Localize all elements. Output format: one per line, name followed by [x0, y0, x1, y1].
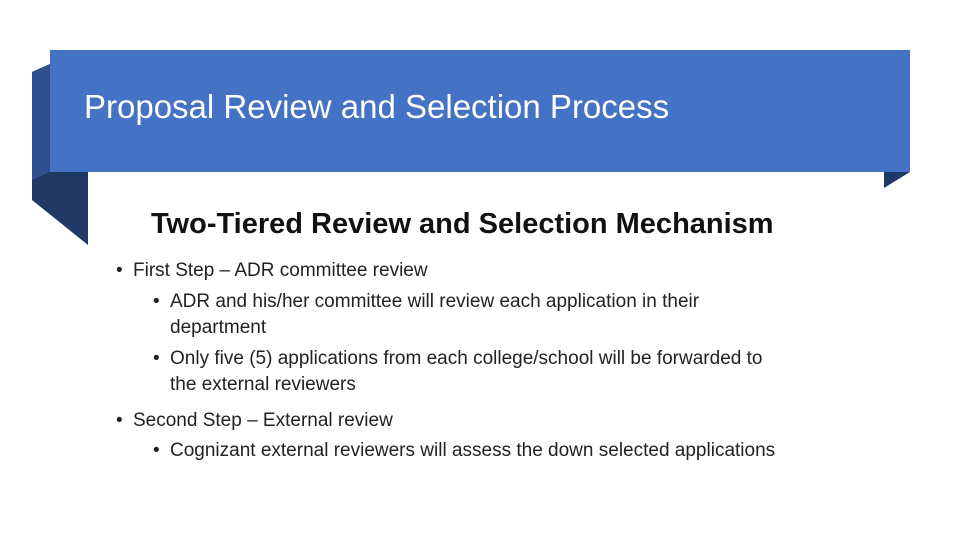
bullet-icon: •	[116, 410, 123, 431]
step-1-item-1-line-1: ADR and his/her committee will review each application in their	[170, 291, 700, 312]
right-ribbon-fold	[884, 172, 910, 188]
bullet-icon: •	[153, 440, 160, 461]
bullet-icon: •	[116, 260, 123, 281]
step-1-item-1-line-2: department	[170, 317, 267, 338]
step-2-label: Second Step – External review	[133, 410, 393, 431]
bullet-icon: •	[153, 291, 160, 312]
step-2-item-1-line-1: Cognizant external reviewers will assess the down selected applications	[170, 440, 776, 461]
bullet-icon: •	[153, 348, 160, 369]
step-1-item-2-line-2: the external reviewers	[170, 374, 356, 395]
step-1-item-2-line-1: Only five (5) applications from each college/school will be forwarded to	[170, 348, 763, 369]
slide-subtitle: Two-Tiered Review and Selection Mechanism	[151, 208, 774, 240]
step-1-label: First Step – ADR committee review	[133, 260, 428, 281]
slide-title: Proposal Review and Selection Process	[84, 88, 670, 125]
left-ribbon-fold	[32, 64, 50, 180]
